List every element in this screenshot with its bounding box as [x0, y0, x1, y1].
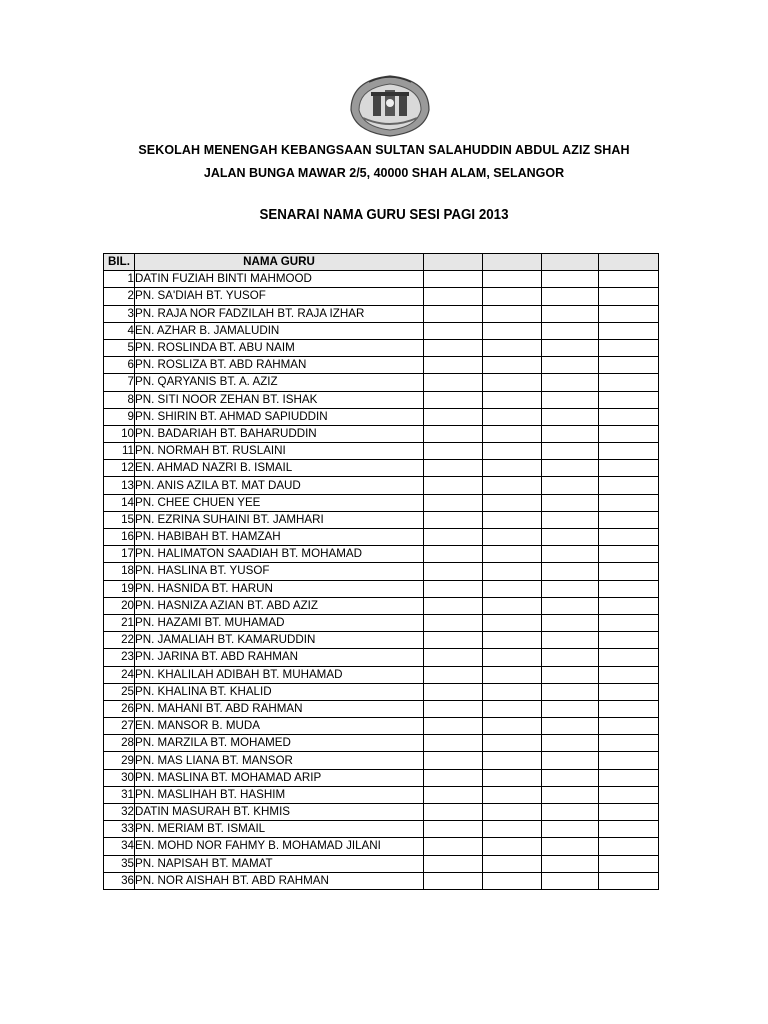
row-number: 3: [104, 305, 135, 322]
blank-cell: [483, 563, 542, 580]
row-number: 31: [104, 786, 135, 803]
table-row: [104, 838, 659, 855]
blank-cell: [542, 322, 599, 339]
blank-cell: [424, 477, 483, 494]
school-name: SEKOLAH MENENGAH KEBANGSAAN SULTAN SALAHUDDIN ABDUL AZIZ SHAH: [138, 143, 630, 157]
blank-cell: [542, 494, 599, 511]
table-row: [104, 374, 659, 391]
row-number: 8: [104, 391, 135, 408]
row-number: 4: [104, 322, 135, 339]
blank-cell: [542, 838, 599, 855]
teacher-name: PN. EZRINA SUHAINI BT. JAMHARI: [135, 511, 424, 528]
teacher-name: DATIN MASURAH BT. KHMIS: [135, 804, 424, 821]
blank-cell: [483, 305, 542, 322]
teacher-name: PN. MASLINA BT. MOHAMAD ARIP: [135, 769, 424, 786]
blank-cell: [483, 700, 542, 717]
teacher-name: PN. HASLINA BT. YUSOF: [135, 563, 424, 580]
column-header-blank-1: [424, 254, 483, 271]
row-number: 21: [104, 614, 135, 631]
blank-cell: [483, 391, 542, 408]
row-number: 22: [104, 632, 135, 649]
blank-cell: [599, 529, 659, 546]
teacher-name: PN. BADARIAH BT. BAHARUDDIN: [135, 425, 424, 442]
row-number: 2: [104, 288, 135, 305]
blank-cell: [424, 494, 483, 511]
column-header-bil: BIL.: [104, 254, 135, 271]
teacher-name: EN. MANSOR B. MUDA: [135, 718, 424, 735]
blank-cell: [483, 374, 542, 391]
blank-cell: [599, 494, 659, 511]
blank-cell: [483, 477, 542, 494]
blank-cell: [424, 649, 483, 666]
blank-cell: [424, 752, 483, 769]
blank-cell: [542, 666, 599, 683]
blank-cell: [483, 804, 542, 821]
blank-cell: [483, 769, 542, 786]
blank-cell: [599, 700, 659, 717]
blank-cell: [599, 339, 659, 356]
teacher-name: PN. NORMAH BT. RUSLAINI: [135, 443, 424, 460]
blank-cell: [542, 305, 599, 322]
row-number: 19: [104, 580, 135, 597]
blank-cell: [483, 443, 542, 460]
blank-cell: [542, 855, 599, 872]
blank-cell: [599, 735, 659, 752]
teacher-name: PN. HALIMATON SAADIAH BT. MOHAMAD: [135, 546, 424, 563]
blank-cell: [599, 305, 659, 322]
column-header-nama-guru: NAMA GURU: [135, 254, 424, 271]
blank-cell: [483, 408, 542, 425]
blank-cell: [424, 511, 483, 528]
teacher-name: PN. NOR AISHAH BT. ABD RAHMAN: [135, 872, 424, 889]
teacher-name: PN. HASNIDA BT. HARUN: [135, 580, 424, 597]
row-number: 34: [104, 838, 135, 855]
blank-cell: [424, 271, 483, 288]
blank-cell: [599, 391, 659, 408]
blank-cell: [542, 786, 599, 803]
row-number: 32: [104, 804, 135, 821]
teacher-name: PN. MERIAM BT. ISMAIL: [135, 821, 424, 838]
blank-cell: [424, 288, 483, 305]
blank-cell: [424, 339, 483, 356]
teacher-name: PN. KHALILAH ADIBAH BT. MUHAMAD: [135, 666, 424, 683]
blank-cell: [483, 357, 542, 374]
row-number: 24: [104, 666, 135, 683]
blank-cell: [542, 357, 599, 374]
blank-cell: [599, 460, 659, 477]
row-number: 18: [104, 563, 135, 580]
table-row: [104, 408, 659, 425]
table-row: [104, 821, 659, 838]
column-header-blank-4: [599, 254, 659, 271]
blank-cell: [424, 391, 483, 408]
blank-cell: [483, 288, 542, 305]
blank-cell: [599, 443, 659, 460]
blank-cell: [542, 546, 599, 563]
table-row: [104, 529, 659, 546]
blank-cell: [483, 271, 542, 288]
blank-cell: [483, 425, 542, 442]
table-row: [104, 632, 659, 649]
blank-cell: [542, 804, 599, 821]
row-number: 28: [104, 735, 135, 752]
table-row: [104, 546, 659, 563]
table-row: [104, 563, 659, 580]
teacher-name: PN. RAJA NOR FADZILAH BT. RAJA IZHAR: [135, 305, 424, 322]
blank-cell: [599, 649, 659, 666]
blank-cell: [542, 700, 599, 717]
blank-cell: [542, 391, 599, 408]
blank-cell: [599, 855, 659, 872]
blank-cell: [599, 821, 659, 838]
teacher-name: PN. MARZILA BT. MOHAMED: [135, 735, 424, 752]
table-header-row: [104, 254, 659, 271]
blank-cell: [542, 339, 599, 356]
table-row: [104, 735, 659, 752]
blank-cell: [424, 408, 483, 425]
blank-cell: [483, 546, 542, 563]
blank-cell: [424, 322, 483, 339]
blank-cell: [483, 339, 542, 356]
blank-cell: [424, 632, 483, 649]
blank-cell: [599, 580, 659, 597]
teacher-name: PN. MAHANI BT. ABD RAHMAN: [135, 700, 424, 717]
blank-cell: [542, 597, 599, 614]
table-row: [104, 477, 659, 494]
column-header-blank-2: [483, 254, 542, 271]
teacher-name: PN. QARYANIS BT. A. AZIZ: [135, 374, 424, 391]
table-row: [104, 597, 659, 614]
blank-cell: [599, 546, 659, 563]
blank-cell: [599, 288, 659, 305]
blank-cell: [599, 597, 659, 614]
blank-cell: [424, 872, 483, 889]
school-address: JALAN BUNGA MAWAR 2/5, 40000 SHAH ALAM, SELANGOR: [203, 166, 565, 180]
row-number: 11: [104, 443, 135, 460]
table-row: [104, 305, 659, 322]
table-row: [104, 614, 659, 631]
blank-cell: [599, 804, 659, 821]
row-number: 6: [104, 357, 135, 374]
blank-cell: [542, 408, 599, 425]
row-number: 1: [104, 271, 135, 288]
table-row: [104, 511, 659, 528]
blank-cell: [599, 563, 659, 580]
blank-cell: [599, 322, 659, 339]
column-header-blank-3: [542, 254, 599, 271]
blank-cell: [542, 821, 599, 838]
row-number: 7: [104, 374, 135, 391]
teacher-name: PN. HABIBAH BT. HAMZAH: [135, 529, 424, 546]
blank-cell: [424, 460, 483, 477]
table-row: [104, 271, 659, 288]
blank-cell: [483, 460, 542, 477]
blank-cell: [599, 872, 659, 889]
blank-cell: [424, 786, 483, 803]
blank-cell: [483, 632, 542, 649]
row-number: 15: [104, 511, 135, 528]
blank-cell: [483, 597, 542, 614]
blank-cell: [542, 580, 599, 597]
row-number: 9: [104, 408, 135, 425]
row-number: 25: [104, 683, 135, 700]
teacher-name: PN. ROSLINDA BT. ABU NAIM: [135, 339, 424, 356]
blank-cell: [599, 683, 659, 700]
table-row: [104, 683, 659, 700]
blank-cell: [599, 511, 659, 528]
table-row: [104, 322, 659, 339]
teacher-name: PN. NAPISAH BT. MAMAT: [135, 855, 424, 872]
teacher-name: PN. SITI NOOR ZEHAN BT. ISHAK: [135, 391, 424, 408]
teacher-name: PN. ROSLIZA BT. ABD RAHMAN: [135, 357, 424, 374]
blank-cell: [542, 443, 599, 460]
teacher-name: PN. KHALINA BT. KHALID: [135, 683, 424, 700]
blank-cell: [483, 855, 542, 872]
row-number: 10: [104, 425, 135, 442]
row-number: 29: [104, 752, 135, 769]
blank-cell: [542, 649, 599, 666]
blank-cell: [542, 769, 599, 786]
blank-cell: [483, 580, 542, 597]
blank-cell: [483, 529, 542, 546]
blank-cell: [599, 357, 659, 374]
blank-cell: [542, 477, 599, 494]
table-row: [104, 872, 659, 889]
blank-cell: [599, 838, 659, 855]
blank-cell: [424, 580, 483, 597]
blank-cell: [542, 511, 599, 528]
blank-cell: [599, 425, 659, 442]
row-number: 20: [104, 597, 135, 614]
blank-cell: [542, 683, 599, 700]
teacher-name: PN. CHEE CHUEN YEE: [135, 494, 424, 511]
row-number: 36: [104, 872, 135, 889]
blank-cell: [599, 786, 659, 803]
blank-cell: [542, 529, 599, 546]
blank-cell: [483, 838, 542, 855]
blank-cell: [599, 271, 659, 288]
blank-cell: [424, 614, 483, 631]
blank-cell: [483, 614, 542, 631]
blank-cell: [542, 563, 599, 580]
blank-cell: [542, 718, 599, 735]
table-row: [104, 718, 659, 735]
row-number: 16: [104, 529, 135, 546]
blank-cell: [542, 872, 599, 889]
blank-cell: [424, 443, 483, 460]
row-number: 35: [104, 855, 135, 872]
table-row: [104, 786, 659, 803]
blank-cell: [599, 769, 659, 786]
blank-cell: [542, 425, 599, 442]
blank-cell: [424, 855, 483, 872]
table-row: [104, 649, 659, 666]
blank-cell: [599, 752, 659, 769]
row-number: 27: [104, 718, 135, 735]
teacher-name: PN. JAMALIAH BT. KAMARUDDIN: [135, 632, 424, 649]
blank-cell: [483, 494, 542, 511]
blank-cell: [483, 821, 542, 838]
blank-cell: [424, 683, 483, 700]
table-row: [104, 288, 659, 305]
table-row: [104, 425, 659, 442]
table-row: [104, 855, 659, 872]
blank-cell: [424, 529, 483, 546]
row-number: 13: [104, 477, 135, 494]
blank-cell: [483, 786, 542, 803]
blank-cell: [424, 563, 483, 580]
blank-cell: [424, 425, 483, 442]
blank-cell: [424, 666, 483, 683]
teacher-name: DATIN FUZIAH BINTI MAHMOOD: [135, 271, 424, 288]
blank-cell: [599, 408, 659, 425]
blank-cell: [483, 511, 542, 528]
blank-cell: [542, 271, 599, 288]
blank-cell: [424, 804, 483, 821]
blank-cell: [424, 357, 483, 374]
blank-cell: [542, 460, 599, 477]
blank-cell: [424, 546, 483, 563]
teacher-name: PN. HASNIZA AZIAN BT. ABD AZIZ: [135, 597, 424, 614]
teacher-name: PN. MASLIHAH BT. HASHIM: [135, 786, 424, 803]
blank-cell: [599, 632, 659, 649]
table-row: [104, 769, 659, 786]
blank-cell: [424, 735, 483, 752]
blank-cell: [483, 752, 542, 769]
blank-cell: [424, 700, 483, 717]
table-row: [104, 391, 659, 408]
blank-cell: [424, 597, 483, 614]
blank-cell: [424, 838, 483, 855]
table-row: [104, 752, 659, 769]
blank-cell: [424, 769, 483, 786]
teacher-name: PN. SHIRIN BT. AHMAD SAPIUDDIN: [135, 408, 424, 425]
teacher-name: EN. AHMAD NAZRI B. ISMAIL: [135, 460, 424, 477]
blank-cell: [483, 718, 542, 735]
table-row: [104, 666, 659, 683]
blank-cell: [599, 374, 659, 391]
blank-cell: [542, 752, 599, 769]
blank-cell: [599, 718, 659, 735]
teacher-name: PN. JARINA BT. ABD RAHMAN: [135, 649, 424, 666]
teacher-name: PN. SA'DIAH BT. YUSOF: [135, 288, 424, 305]
blank-cell: [483, 872, 542, 889]
blank-cell: [483, 735, 542, 752]
table-row: [104, 357, 659, 374]
teacher-name: EN. AZHAR B. JAMALUDIN: [135, 322, 424, 339]
blank-cell: [424, 374, 483, 391]
blank-cell: [424, 718, 483, 735]
row-number: 14: [104, 494, 135, 511]
table-row: [104, 494, 659, 511]
table-row: [104, 580, 659, 597]
blank-cell: [483, 649, 542, 666]
teacher-list-table: [103, 253, 659, 890]
blank-cell: [483, 666, 542, 683]
school-crest-logo: [349, 70, 431, 138]
row-number: 33: [104, 821, 135, 838]
row-number: 17: [104, 546, 135, 563]
blank-cell: [424, 821, 483, 838]
table-row: [104, 700, 659, 717]
blank-cell: [542, 374, 599, 391]
table-row: [104, 443, 659, 460]
blank-cell: [424, 305, 483, 322]
blank-cell: [599, 614, 659, 631]
blank-cell: [542, 632, 599, 649]
blank-cell: [542, 288, 599, 305]
table-row: [104, 339, 659, 356]
teacher-name: PN. HAZAMI BT. MUHAMAD: [135, 614, 424, 631]
table-row: [104, 460, 659, 477]
row-number: 12: [104, 460, 135, 477]
blank-cell: [483, 322, 542, 339]
row-number: 5: [104, 339, 135, 356]
blank-cell: [483, 683, 542, 700]
teacher-name: PN. MAS LIANA BT. MANSOR: [135, 752, 424, 769]
teacher-name: PN. ANIS AZILA BT. MAT DAUD: [135, 477, 424, 494]
blank-cell: [542, 614, 599, 631]
row-number: 26: [104, 700, 135, 717]
blank-cell: [599, 666, 659, 683]
document-title: SENARAI NAMA GURU SESI PAGI 2013: [259, 207, 509, 223]
row-number: 23: [104, 649, 135, 666]
row-number: 30: [104, 769, 135, 786]
blank-cell: [542, 735, 599, 752]
teacher-name: EN. MOHD NOR FAHMY B. MOHAMAD JILANI: [135, 838, 424, 855]
blank-cell: [599, 477, 659, 494]
table-row: [104, 804, 659, 821]
